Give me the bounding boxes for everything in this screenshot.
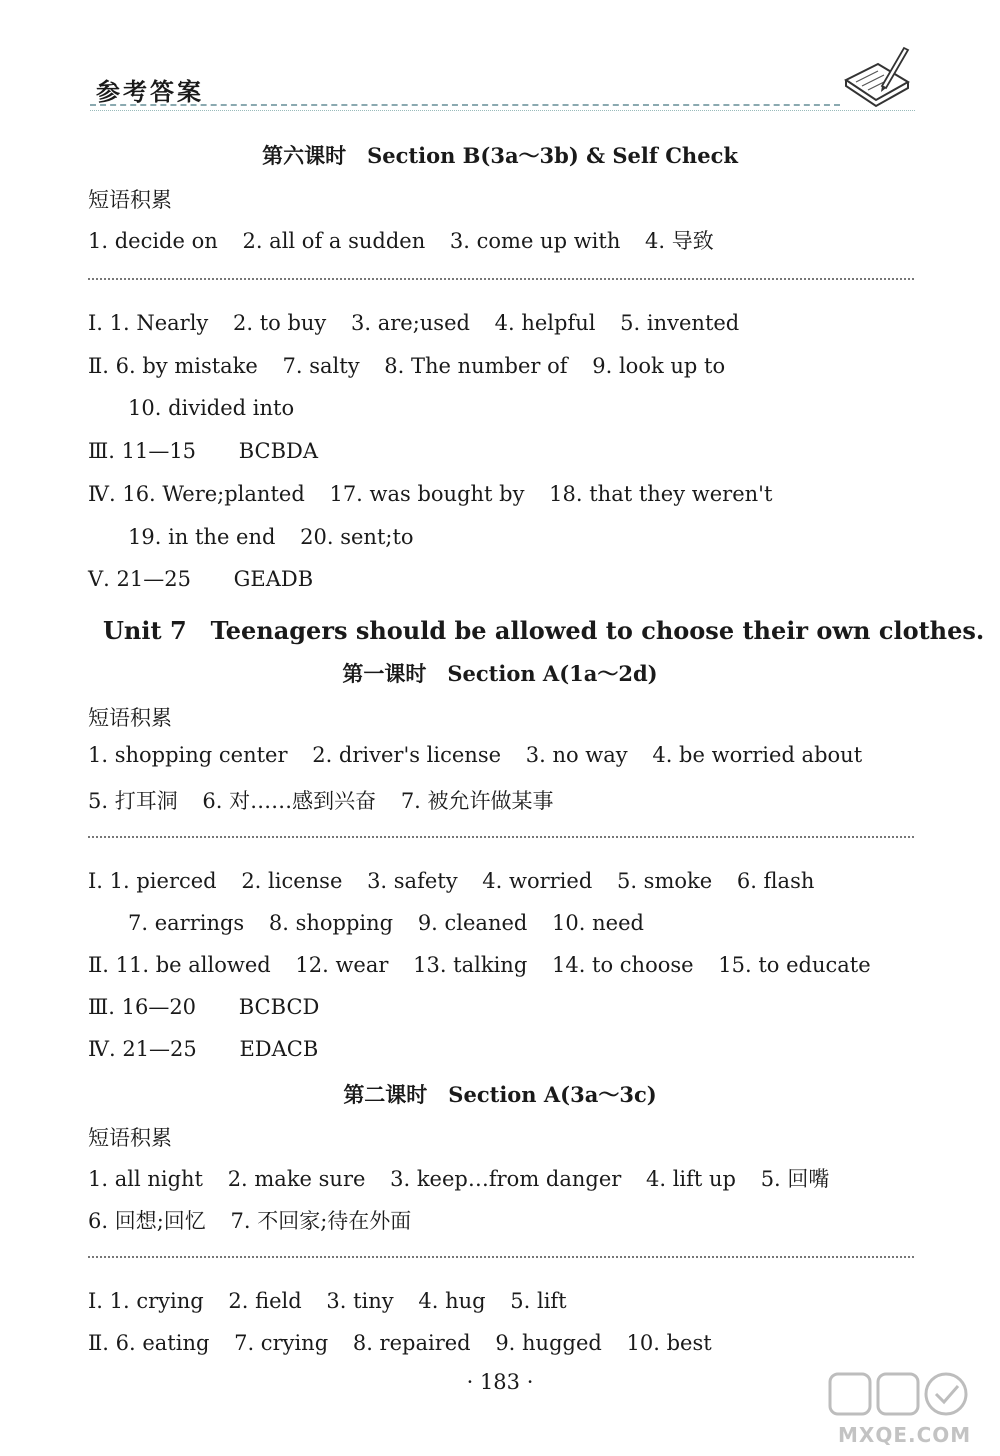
answer-letters: BCBCD: [238, 995, 320, 1019]
answer-range: Ⅲ. 16—20: [88, 995, 197, 1019]
answer-letters: GEADB: [233, 567, 314, 591]
phrase: 5. 回嘴: [760, 1167, 830, 1191]
answer: Ⅰ. 1. crying: [88, 1289, 204, 1313]
answer: 8. The number of: [384, 354, 568, 378]
unit-title: Unit 7 Teenagers should be allowed to choose their own clothes.: [103, 616, 985, 645]
lesson1-title: 第一课时 Section A(1a～2d): [342, 661, 658, 686]
answer: 4. helpful: [494, 311, 596, 335]
phrase: 6. 对……感到兴奋: [202, 789, 377, 813]
answer: 7. earrings: [128, 911, 245, 935]
phrase: 1. all night: [88, 1167, 203, 1191]
phrase: 7. 不回家;待在外面: [230, 1209, 412, 1233]
answer: 8. shopping: [268, 911, 394, 935]
phrase: 3. no way: [525, 743, 628, 767]
lesson6-ex4: [88, 482, 772, 506]
answer: 6. flash: [736, 869, 815, 893]
answer: Ⅰ. 1. Nearly: [88, 311, 209, 335]
lesson6-ex1: [88, 311, 739, 335]
phrase: 7. 被允许做某事: [400, 789, 554, 813]
answer: 7. salty: [282, 354, 360, 378]
header-divider-secondary: [90, 110, 915, 111]
lesson1-ex2: [88, 953, 871, 977]
answer: Ⅳ. 16. Were;planted: [88, 482, 305, 506]
phrase: 3. come up with: [449, 229, 621, 253]
answer: 8. repaired: [352, 1331, 471, 1355]
lesson1-ex1-cont: [128, 911, 644, 935]
answer: 19. in the end: [128, 525, 276, 549]
lesson6-ex2: [88, 354, 725, 378]
lesson6-ex4-cont: [128, 525, 414, 549]
answer: 9. look up to: [592, 354, 726, 378]
answer: 20. sent;to: [300, 525, 414, 549]
lesson2-phrases-b: [88, 1205, 411, 1235]
lesson1-phrases-heading: 短语积累: [88, 706, 172, 730]
phrase: 1. shopping center: [88, 743, 288, 767]
phrase: 3. keep…from danger: [390, 1167, 622, 1191]
lesson6-title: 第六课时 Section B(3a～3b) & Self Check: [262, 143, 738, 168]
header-divider: [90, 104, 840, 106]
phrase: 6. 回想;回忆: [88, 1209, 206, 1233]
answer: 15. to educate: [718, 953, 871, 977]
lesson2-ex1: [88, 1289, 567, 1313]
phrase: 4. lift up: [646, 1167, 736, 1191]
answer: 9. cleaned: [417, 911, 528, 935]
answer: 12. wear: [295, 953, 389, 977]
answer: 13. talking: [413, 953, 528, 977]
lesson2-ex2: [88, 1331, 712, 1355]
answer: 18. that they weren't: [549, 482, 773, 506]
answer: 5. smoke: [616, 869, 713, 893]
phrase: 2. all of a sudden: [242, 229, 426, 253]
answer: 10. divided into: [128, 396, 295, 420]
answer-range: Ⅳ. 21—25: [88, 1037, 197, 1061]
answer: 4. worried: [482, 869, 593, 893]
phrase: 1. decide on: [88, 229, 218, 253]
lesson2-phrases-a: [88, 1163, 829, 1193]
answer: 5. lift: [510, 1289, 567, 1313]
answer: 5. invented: [620, 311, 740, 335]
phrase: 2. make sure: [227, 1167, 366, 1191]
lesson6-phrases: [88, 225, 714, 255]
notebook-pen-icon: [838, 42, 918, 112]
lesson1-ex3: [88, 995, 319, 1019]
lesson6-phrases-heading: 短语积累: [88, 188, 172, 212]
answer: 17. was bought by: [329, 482, 525, 506]
answer: Ⅱ. 11. be allowed: [88, 953, 271, 977]
answer-range: Ⅲ. 11—15: [88, 439, 197, 463]
answer-letters: BCBDA: [238, 439, 319, 463]
page-header: [90, 68, 915, 118]
answer: 10. need: [552, 911, 644, 935]
answer: 3. safety: [367, 869, 458, 893]
phrase: 4. be worried about: [652, 743, 863, 767]
answer: Ⅱ. 6. eating: [88, 1331, 210, 1355]
dotted-divider: [88, 1256, 914, 1258]
dotted-divider: [88, 278, 914, 280]
lesson1-phrases-b: [88, 785, 554, 815]
lesson1-ex4: [88, 1037, 318, 1061]
lesson6-ex2-cont: [128, 396, 294, 420]
lesson1-ex1: [88, 869, 814, 893]
answer-letters: EDACB: [239, 1037, 319, 1061]
answer: 7. crying: [234, 1331, 329, 1355]
lesson1-phrases-a: [88, 743, 862, 767]
watermark-text: MXQE.COM: [838, 1423, 972, 1447]
lesson2-title: 第二课时 Section A(3a～3c): [343, 1082, 657, 1107]
page-number: · 183 ·: [466, 1370, 534, 1394]
phrase: 4. 导致: [645, 229, 714, 253]
answer: 10. best: [626, 1331, 712, 1355]
answer: 3. tiny: [326, 1289, 394, 1313]
answer: 4. hug: [418, 1289, 486, 1313]
phrase: 2. driver's license: [312, 743, 502, 767]
phrase: 5. 打耳洞: [88, 789, 178, 813]
answer: 9. hugged: [495, 1331, 602, 1355]
answer-range: Ⅴ. 21—25: [88, 567, 191, 591]
dotted-divider: [88, 836, 914, 838]
answer: 3. are;used: [351, 311, 470, 335]
header-title: 参考答案: [96, 78, 204, 106]
answer: 2. to buy: [233, 311, 327, 335]
answer: Ⅱ. 6. by mistake: [88, 354, 258, 378]
answer: 2. field: [228, 1289, 302, 1313]
lesson6-ex5: [88, 567, 313, 591]
answer: 14. to choose: [551, 953, 694, 977]
watermark-logo-icon: [818, 1368, 978, 1428]
lesson6-ex3: [88, 439, 318, 463]
answer: 2. license: [241, 869, 343, 893]
watermark: [818, 1368, 978, 1450]
answer: Ⅰ. 1. pierced: [88, 869, 217, 893]
lesson2-phrases-heading: 短语积累: [88, 1126, 172, 1150]
